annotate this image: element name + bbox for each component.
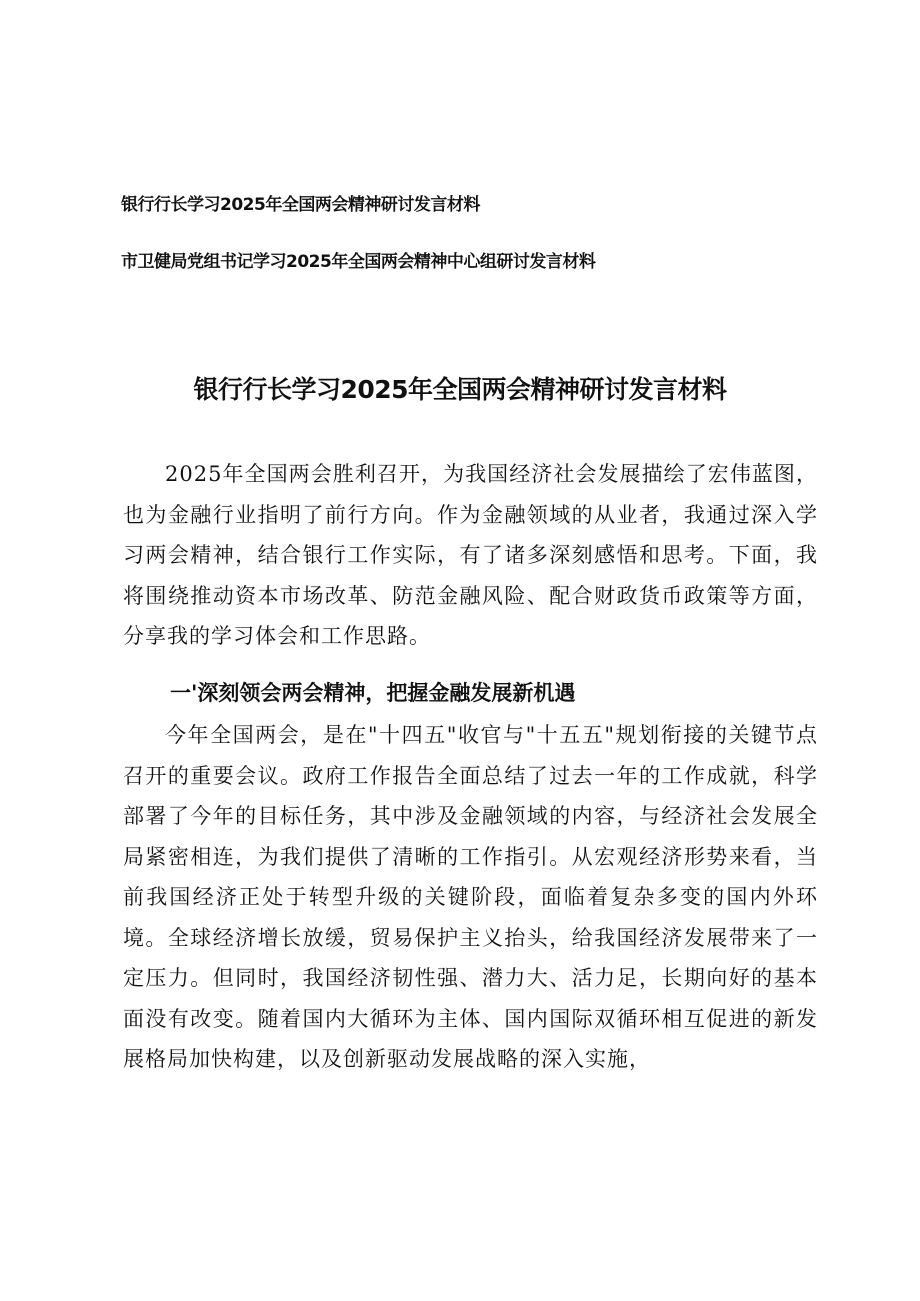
section-paragraph: 今年全国两会，是在"十四五"收官与"十五五"规划衔接的关键节点召开的重要会议。政府工作报告全面总结了过去一年的工作成就，科学部署了今年的目标任务，其中涉及金融领域的内容，与经济社会发展全局紧密相连，为我们提供了清晰的工作指引。从宏观经济形势来看，当前我国经济正处于转型升级的关键阶段，面临着复杂多变的国内外环境。全球经济增长放缓，贸易保护主义抬头，给我国经济发展带来了一定压力。但同时，我国经济韧性强、潜力大、活力足，长期向好的基本面没有改变。随着国内大循环为主体、国内国际双循环相互促进的新发展格局加快构建，以及创新驱动发展战略的深入实施， [123, 723, 818, 1071]
document-title: 银行行长学习2025年全国两会精神研讨发言材料 [193, 375, 727, 404]
section-heading: 一'深刻领会两会精神，把握金融发展新机遇 [170, 681, 576, 705]
toc-item-bank-president: 银行行长学习2025年全国两会精神研讨发言材料 [121, 195, 480, 215]
intro-paragraph: 2025年全国两会胜利召开，为我国经济社会发展描绘了宏伟蓝图，也为金融行业指明了前行方向。作为金融领域的从业者，我通过深入学习两会精神，结合银行工作实际，有了诸多深刻感悟和思考。下面，我将围绕推动资本市场改革、防范金融风险、配合财政货币政策等方面，分享我的学习体会和工作思路。 [123, 462, 818, 648]
toc-item-health-bureau: 市卫健局党组书记学习2025年全国两会精神中心组研讨发言材料 [121, 252, 596, 272]
